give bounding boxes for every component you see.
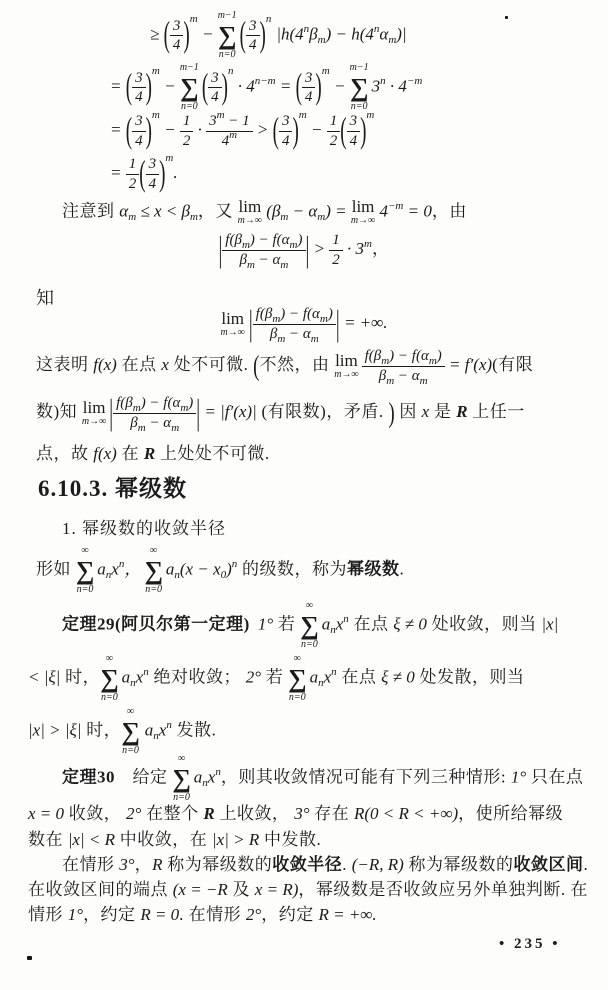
connector-word: 知: [36, 288, 54, 308]
ink-speck: [505, 16, 508, 19]
page-number: • 235 •: [499, 936, 561, 952]
theorem-30-line-1: 定理30 给定 ∞ ∑ n=0 $a_nx^n$，则其收敛情况可能有下列三种情形: 1° 只在点: [62, 753, 584, 803]
theorem-30-line-2: x = 0 收敛， 2° 在整个 R 上收敛， 3° 存在 R(0 < R < +∞)，使所给幂级: [28, 804, 564, 823]
paragraph-radius-line-3: 情形 1°，约定 R = 0. 在情形 2°，约定 R = +∞.: [28, 905, 377, 924]
limit-equation: lim m→∞ | $\frac{f(\beta_m) - f(\alpha_m)}{\beta_m - \alpha_m}$ | = +∞.: [220, 304, 388, 345]
paragraph-note: 注意到 $\alpha_m \le x < \beta_m$，又 lim m→∞ $(\beta_m - \alpha_m)$ = lim m→∞ $4^{-m} = 0$，由: [62, 197, 467, 226]
display-equation-line-4: = $\frac{1}{2}$ ( $\frac{3}{4}$ )$^m$.: [110, 151, 178, 194]
subsection-heading: 1. 幂级数的收敛半径: [62, 519, 226, 538]
paragraph-nondifferentiable-line-1: 这表明 f(x) 在点 x 处不可微. (不然，由 lim m→∞ $\frac{f(\beta_m) - f(\alpha_m)}{\beta_m - \alpha_m}$ = f′(x)(有限: [36, 348, 534, 387]
paragraph-nondifferentiable-line-2: 数)知 lim m→∞ | $\frac{f(\beta_m) - f(\alpha_m)}{\beta_m - \alpha_m}$ | = |f′(x)| (有限数)，矛盾. ) 因 x 是 R 上任一: [36, 393, 525, 434]
paragraph-power-series-definition: 形如 ∞ ∑ n=0 $a_nx^n$， ∞ ∑ n=0 $a_n(x - x_0)^n$ 的级数，称为幂级数.: [36, 545, 405, 595]
display-equation-line-2: = ( $\frac{3}{4}$ )$^m$ − m−1 ∑ n=0 ( $\frac{3}{4}$ )$^n \cdot 4^{n-m}$ = ( $\frac{3}{4}$ )$^m$ − m−1 ∑ n=0 $3^n \cdot 4^{-m}$: [110, 62, 423, 112]
theorem-29-line-2: < |ξ| 时， ∞ ∑ n=0 $a_nx^n$ 绝对收敛； 2° 若 ∞ ∑ n=0 $a_nx^n$ 在点 ξ ≠ 0 处发散，则当: [28, 653, 525, 703]
paragraph-nondifferentiable-line-3: 点，故 f(x) 在 R 上处处不可微.: [36, 444, 270, 463]
paragraph-radius-line-2: 在收敛区间的端点 (x = −R 及 x = R)，幂级数是否收敛应另外单独判断. 在: [28, 880, 588, 899]
inequality-equation: | $\frac{f(\beta_m) - f(\alpha_m)}{\beta_m - \alpha_m}$ | > $\frac{1}{2}$ · $3^m$，: [218, 230, 390, 271]
ink-speck: [27, 956, 32, 960]
theorem-29-line-3: |x| > |ξ| 时， ∞ ∑ n=0 $a_nx^n$ 发散.: [28, 706, 217, 756]
theorem-30-line-3: 数在 |x| < R 中收敛，在 |x| > R 中发散.: [28, 830, 322, 849]
display-equation-line-1: ≥ ( $\frac{3}{4}$ )$^m$ − m−1 ∑ n=0 ( $\frac{3}{4}$ )$^n|h(4^n\beta_m) - h(4^n\alpha_m)|$: [150, 10, 407, 60]
display-equation-line-3: = ( $\frac{3}{4}$ )$^m$ − $\frac{1}{2}$ · $\frac{3^m - 1}{4^m}$ > ( $\frac{3}{4}$ )$^m$ − $\frac{1}{2}$ ( $\frac{3}{4}$ )$^m$: [110, 108, 375, 151]
section-heading: 6.10.3. 幂级数: [38, 476, 187, 501]
paragraph-radius-line-1: 在情形 3°，R 称为幂级数的收敛半径. (−R, R) 称为幂级数的收敛区间.: [62, 855, 589, 874]
theorem-29-line-1: 定理29(阿贝尔第一定理) 1° 若 ∞ ∑ n=0 $a_nx^n$ 在点 ξ ≠ 0 处收敛，则当 |x|: [62, 600, 559, 650]
